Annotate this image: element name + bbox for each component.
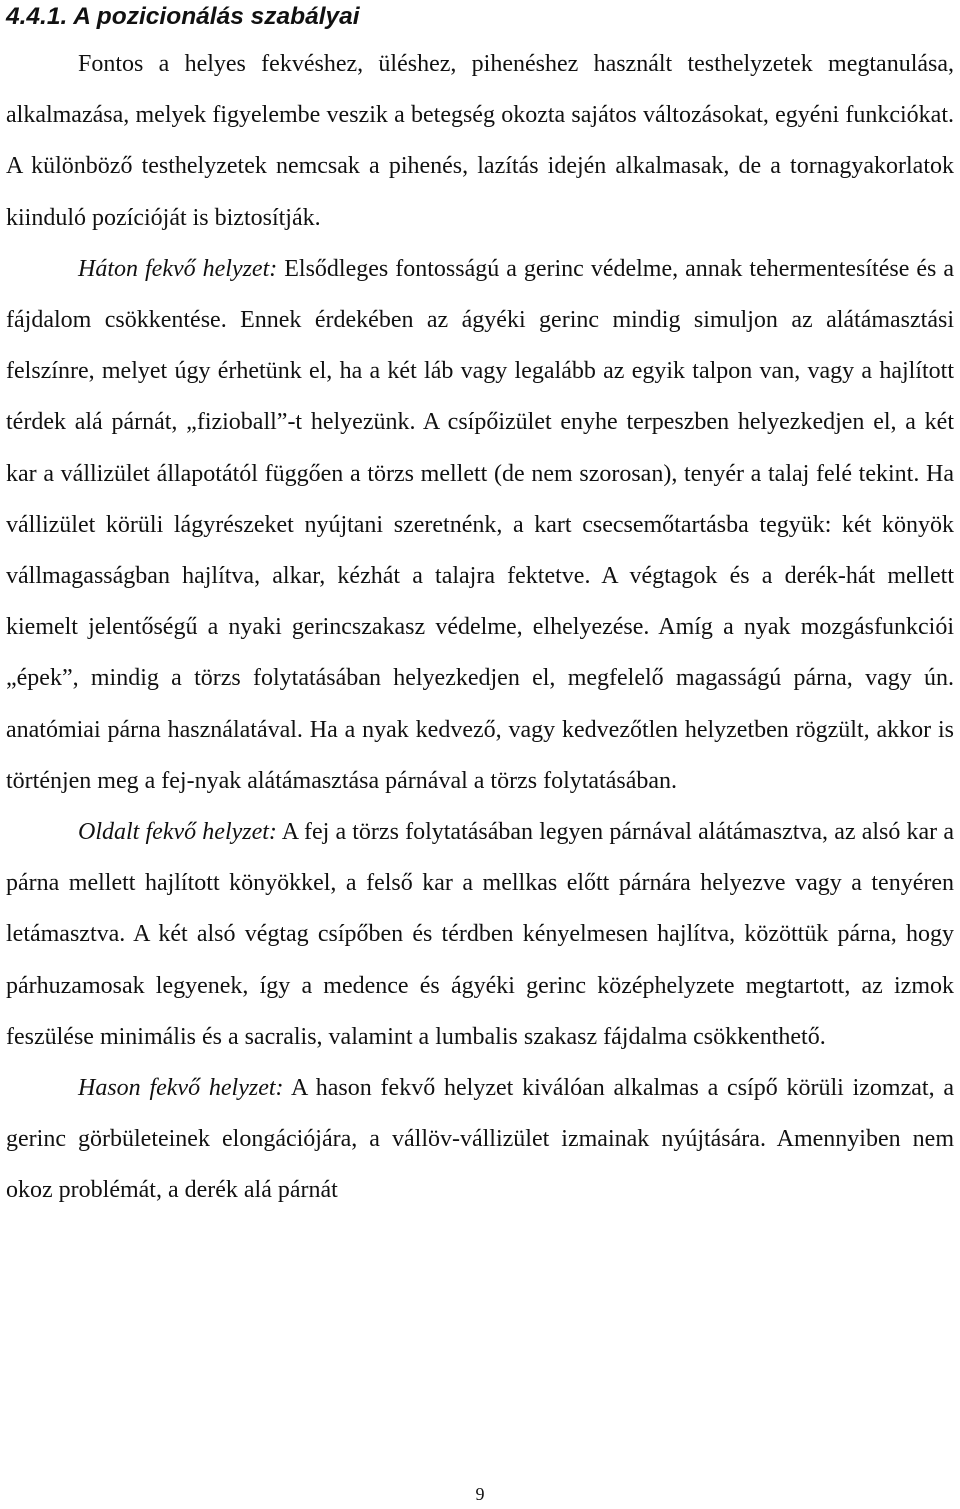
document-page — [6, 0, 954, 1217]
prone-position-text: A hason fekvő helyzet kiválóan alkalmas a csípő körüli izomzat, a gerinc görbületeinek elongációjára, a vállöv-vállizület izmainak nyújtására. Amennyiben nem okoz problémát, a derék alá párnát — [6, 1075, 955, 1204]
prone-position-label: Hason fekvő helyzet: — [78, 1075, 284, 1102]
paragraph-intro: Fontos a helyes fekvéshez, üléshez, pihenéshez használt testhelyzetek megtanulása, alkalmazása, melyek figyelembe veszik a betegség okozta sajátos változásokat, egyéni funkciókat. A különböző testhelyzetek nemcsak a pihenés, lazítás idején alkalmasak, de a tornagyakorlatok kiinduló pozícióját is biztosítják. — [6, 51, 954, 231]
paragraph-supine — [6, 244, 954, 807]
supine-position-text: Elsődleges fontosságú a gerinc védelme, annak tehermentesítése és a fájdalom csökkentése. Ennek érdekében az ágyéki gerinc mindig simuljon az alátámasztási felszínre, melyet úgy érhetünk el, ha a két láb vagy legalább az egyik talpon van, vagy a hajlított térdek alá párnát, „fizioball”-t helyezünk. A csípőizület enyhe terpeszben helyezkedjen el, a két kar a vállizület állapotától függően a törzs mellett (de nem szorosan), tenyér a talaj felé tekint. Ha vállizület körüli lágyrészeket nyújtani szeretnénk, a kart csecsemőtartásba tegyük: két könyök vállmagasságban hajlítva, alkar, kézhát a talajra fektetve. A végtagok és a derék-hát mellett kiemelt jelentőségű a nyaki gerincszakasz védelme, elhelyezése. Amíg a nyak mozgásfunkciói „épek”, mindig a törzs folytatásában helyezkedjen el, megfelelő magasságú párna, vagy ún. anatómiai párna használatával. Ha a nyak kedvező, vagy kedvezőtlen helyzetben rögzült, akkor is történjen meg a fej-nyak alátámasztása párnával a törzs folytatásában. — [6, 255, 954, 794]
side-lying-position-text: A fej a törzs folytatásában legyen párnával alátámasztva, az alsó kar a párna mellett hajlított könyökkel, a felső kar a mellkas előtt párnára helyezve vagy a tenyéren letámasztva. A két alsó végtag csípőben és térdben kényelmesen hajlítva, közöttük párna, hogy párhuzamosak legyenek, így a medence és ágyéki gerinc középhelyzete megtartott, az izmok feszülése minimális és a sacralis, valamint a lumbalis szakasz fájdalma csökkenthető. — [6, 819, 954, 1050]
section-number: 4.4.1. — [6, 3, 68, 30]
section-title: A pozicionálás szabályai — [73, 3, 360, 30]
supine-position-label: Háton fekvő helyzet: — [78, 255, 278, 282]
paragraph-prone — [6, 1063, 954, 1217]
section-heading — [6, 0, 954, 36]
paragraph-side-lying — [6, 807, 954, 1063]
side-lying-position-label: Oldalt fekvő helyzet: — [78, 819, 277, 846]
page-number: 9 — [475, 1484, 485, 1504]
